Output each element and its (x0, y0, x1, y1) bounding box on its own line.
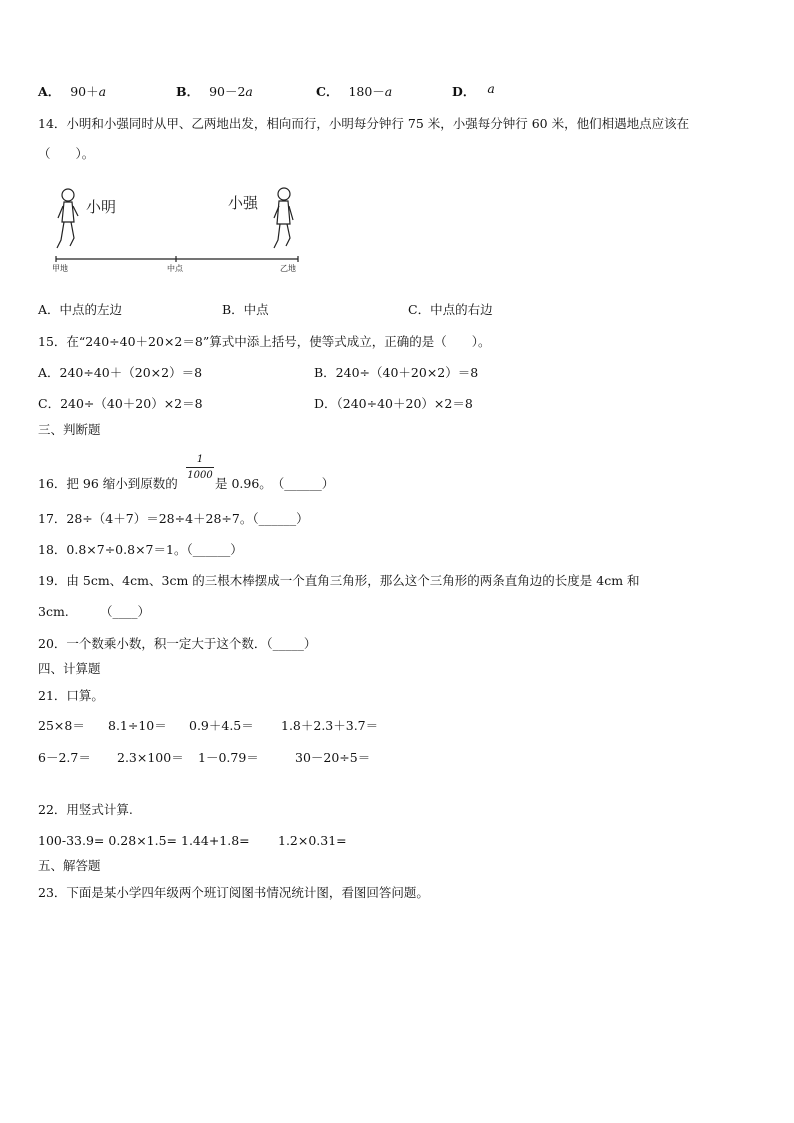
q16-text-after: 是 0.96。 （______） (215, 476, 335, 491)
q22-stem: 22．用竖式计算. (38, 802, 133, 817)
q21-item: 6－2.7＝ (38, 750, 91, 765)
fraction-denominator: 1000 (187, 470, 213, 481)
q21-item: 8.1÷10＝ (108, 718, 167, 733)
q14-option-a: A．中点的左边 (38, 302, 123, 317)
label-start: 甲地 (52, 264, 68, 273)
q21-item: 25×8＝ (38, 718, 85, 733)
q14-stem-line2: （ ）。 (38, 146, 95, 161)
option-expr: 90＋ (70, 84, 99, 99)
section-5-heading: 五、解答题 (38, 858, 101, 873)
q15-option-d: D．（240÷40＋20）×2＝8 (314, 396, 473, 411)
q14-stem-line1: 14．小明和小强同时从甲、乙两地出发，相向而行，小明每分钟行 75 米，小强每分钟行 60 米，他们相遇地点应该在 (38, 116, 690, 131)
q14-option-b: B．中点 (222, 302, 269, 317)
q15-option-c: C．240÷（40＋20）×2＝8 (38, 396, 203, 411)
section-4-heading: 四、计算题 (38, 661, 101, 676)
option-label: B． (176, 84, 200, 99)
option-var: a (487, 81, 495, 96)
option-label: C． (316, 84, 339, 99)
fraction-numerator: 1 (196, 454, 204, 465)
option-expr: 180－ (348, 84, 385, 99)
option-var: a (245, 84, 253, 99)
q21-item: 30－20÷5＝ (295, 750, 371, 765)
q21-item: 1.8＋2.3＋3.7＝ (281, 718, 379, 733)
q17: 17．28÷（4＋7）＝28÷4＋28÷7。（______） (38, 511, 309, 526)
q15-option-a: A．240÷40＋（20×2）＝8 (38, 365, 203, 380)
q21-item: 0.9＋4.5＝ (189, 718, 254, 733)
name-left: 小明 (86, 198, 117, 216)
q13-option-a (38, 84, 106, 100)
q14-walking-figure (52, 182, 322, 277)
fraction-bar (186, 467, 214, 468)
q22-items: 100-33.9= 0.28×1.5= 1.44+1.8= (38, 833, 250, 848)
q19-line1: 19．由 5cm、4cm、3cm 的三根木棒摆成一个直角三角形，那么这个三角形的两条直角边的长度是 4cm 和 (38, 573, 640, 588)
q15-stem: 15．在“240÷40＋20×2＝8”算式中添上括号，使等式成立，正确的是（ ）。 (38, 334, 491, 349)
boy-left-icon (57, 189, 78, 248)
name-right: 小强 (228, 194, 259, 212)
section-3-heading: 三、判断题 (38, 422, 101, 437)
q14-option-c: C．中点的右边 (408, 302, 493, 317)
label-end: 乙地 (280, 264, 296, 273)
q18: 18．0.8×7÷0.8×7＝1。（______） (38, 542, 243, 557)
q20: 20．一个数乘小数，积一定大于这个数．（_____） (38, 636, 317, 651)
q13-option-c (316, 84, 392, 100)
option-expr: 90－2 (209, 84, 246, 99)
q16-fraction (186, 454, 214, 481)
option-label: D． (452, 84, 476, 99)
label-mid: 中点 (167, 264, 183, 273)
q21-item: 1－0.79＝ (198, 750, 259, 765)
option-var: a (384, 84, 393, 99)
q13-option-d (452, 81, 495, 100)
q16-text-before: 16．把 96 缩小到原数的 (38, 476, 178, 491)
boy-right-icon (274, 188, 293, 248)
q21-stem: 21．口算。 (38, 688, 104, 703)
option-var: a (98, 84, 107, 99)
q22-item-last: 1.2×0.31= (278, 833, 347, 848)
q21-item: 2.3×100＝ (117, 750, 184, 765)
q19-line2: 3cm. （____） (38, 604, 151, 619)
q13-option-b (176, 84, 253, 100)
q15-option-b: B．240÷（40＋20×2）＝8 (314, 365, 479, 380)
q23-stem: 23．下面是某小学四年级两个班订阅图书情况统计图，看图回答问题。 (38, 885, 429, 900)
option-label: A． (38, 84, 61, 99)
